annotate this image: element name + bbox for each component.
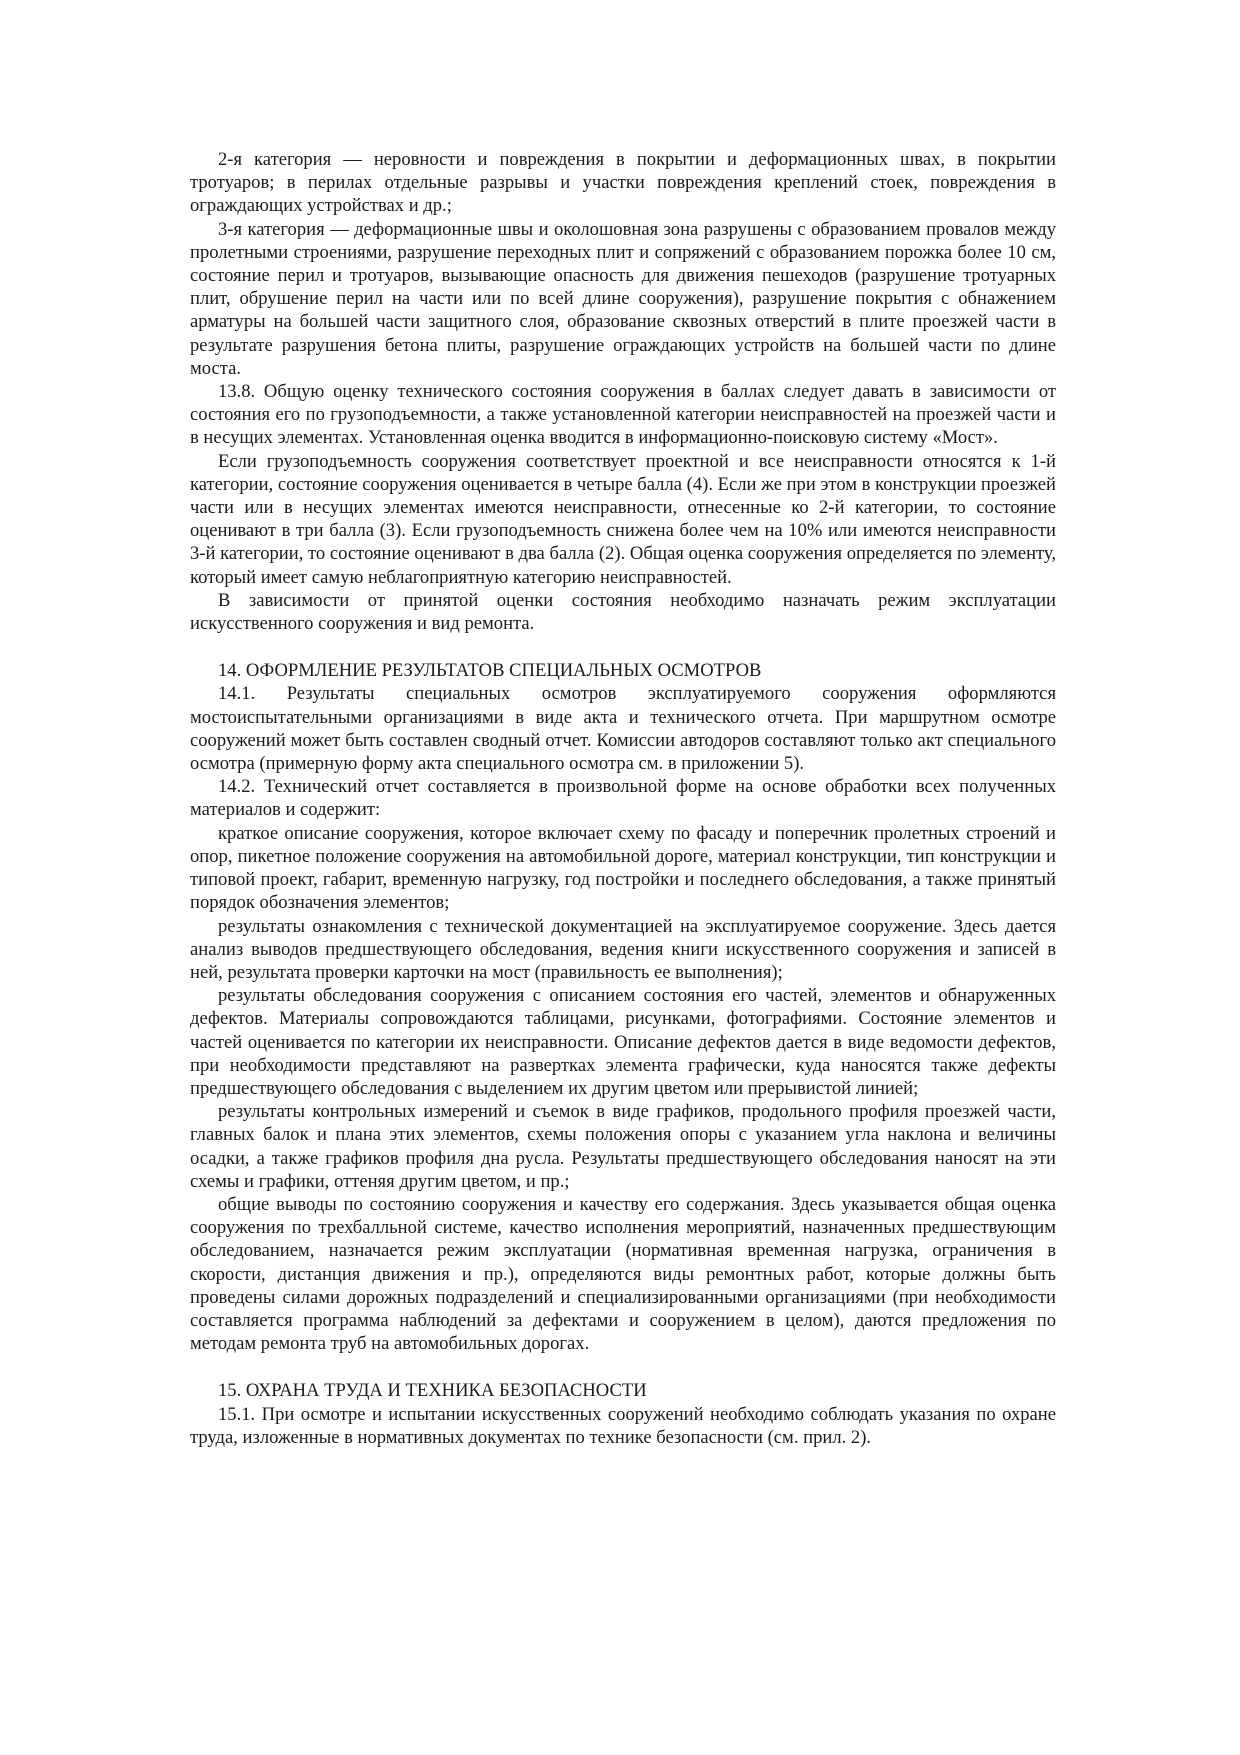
paragraph-14-1: 14.1. Результаты специальных осмотров эксплуатируемого сооружения оформляются мостоиспытательными организациями в виде акта и технического отчета. При маршрутном осмотре сооружений может быть составлен сводный отчет. Комиссии автодоров составляют только акт специального осмотра (примерную форму акта специального осмотра см. в приложении 5). — [190, 683, 1056, 775]
paragraph-13-8: 13.8. Общую оценку технического состояния сооружения в баллах следует давать в зависимости от состояния его по грузоподъемности, а также установленной категории неисправностей на проезжей части и в несущих элементах. Установленная оценка вводится в информационно-поисковую систему «Мост». — [190, 381, 1056, 449]
paragraph-short-description: краткое описание сооружения, которое включает схему по фасаду и поперечник пролетных строений и опор, пикетное положение сооружения на автомобильной дороге, материал конструкции, тип конструкции и типовой проект, габарит, временную нагрузку, год постройки и последнего обследования, а также принятый порядок обозначения элементов; — [190, 822, 1056, 914]
section-spacer — [190, 1355, 1056, 1379]
paragraph-14-2: 14.2. Технический отчет составляется в произвольной форме на основе обработки всех полученных материалов и содержит: — [190, 776, 1056, 821]
paragraph-documentation-results: результаты ознакомления с технической документацией на эксплуатируемое сооружение. Здесь дается анализ выводов предшествующего обследования, ведения книги искусственного сооружения и записей в ней, результата проверки карточки на мост (правильность ее выполнения); — [190, 915, 1056, 983]
paragraph-15-1: 15.1. При осмотре и испытании искусственных сооружений необходимо соблюдать указания по охране труда, изложенные в нормативных документах по технике безопасности (см. прил. 2). — [190, 1403, 1056, 1448]
section-spacer — [190, 635, 1056, 659]
document-page — [190, 148, 1056, 1449]
paragraph-inspection-results: результаты обследования сооружения с описанием состояния его частей, элементов и обнаруженных дефектов. Материалы сопровождаются таблицами, рисунками, фотографиями. Состояние элементов и частей оценивается по категории их неисправности. Описание дефектов дается в виде ведомости дефектов, при необходимости представляют на развертках элемента графически, куда наносятся также дефекты предшествующего обследования с выделением их другим цветом или прерывистой линией; — [190, 985, 1056, 1099]
paragraph-category-2: 2-я категория — неровности и повреждения в покрытии и деформационных швах, в покрытии тротуаров; в перилах отдельные разрывы и участки повреждения креплений стоек, повреждения в ограждающих устройствах и др.; — [190, 149, 1056, 217]
section-heading-15: 15. ОХРАНА ТРУДА И ТЕХНИКА БЕЗОПАСНОСТИ — [218, 1380, 647, 1402]
paragraph-category-3: 3-я категория — деформационные швы и околошовная зона разрушены с образованием провалов между пролетными строениями, разрушение переходных плит и сопряжений с образованием порожка более 10 см, состояние перил и тротуаров, вызывающие опасность для движения пешеходов (разрушение тротуарных плит, обрушение перил на части или по всей длине сооружения), разрушение покрытия с обнажением арматуры на большей части защитного слоя, образование сквозных отверстий в плите проезжей части в результате разрушения бетона плиты, разрушение ограждающих устройств на большей части по длине моста. — [190, 218, 1056, 379]
paragraph-condition-score: Если грузоподъемность сооружения соответствует проектной и все неисправности относятся к 1-й категории, состояние сооружения оценивается в четыре балла (4). Если же при этом в конструкции проезжей части или в несущих элементах имеются неисправности, отнесенные ко 2-й категории, то состояние оценивают в три балла (3). Если грузоподъемность снижена более чем на 10% или имеются неисправности 3-й категории, то состояние оценивают в два балла (2). Общая оценка сооружения определяется по элементу, который имеет самую неблагоприятную категорию неисправностей. — [190, 450, 1056, 588]
paragraph-general-conclusions: общие выводы по состоянию сооружения и качеству его содержания. Здесь указывается общая оценка сооружения по трехбалльной системе, качество исполнения мероприятий, назначенных предшествующим обследованием, назначается режим эксплуатации (нормативная временная нагрузка, ограничения в скорости, дистанция движения и пр.), определяются виды ремонтных работ, которые должны быть проведены силами дорожных подразделений и специализированными организациями (при необходимости составляется программа наблюдений за дефектами и сооружением в целом), даются предложения по методам ремонта труб на автомобильных дорогах. — [190, 1193, 1056, 1355]
paragraph-operation-mode: В зависимости от принятой оценки состояния необходимо назначать режим эксплуатации искусственного сооружения и вид ремонта. — [190, 589, 1056, 635]
section-heading-14: 14. ОФОРМЛЕНИЕ РЕЗУЛЬТАТОВ СПЕЦИАЛЬНЫХ ОСМОТРОВ — [218, 660, 762, 682]
paragraph-measurement-results: результаты контрольных измерений и съемок в виде графиков, продольного профиля проезжей части, главных балок и плана этих элементов, схемы положения опоры с указанием угла наклона и величины осадки, а также графиков профиля дна русла. Результаты предшествующего обследования наносят на эти схемы и графики, оттеняя другим цветом, и пр.; — [190, 1101, 1056, 1192]
